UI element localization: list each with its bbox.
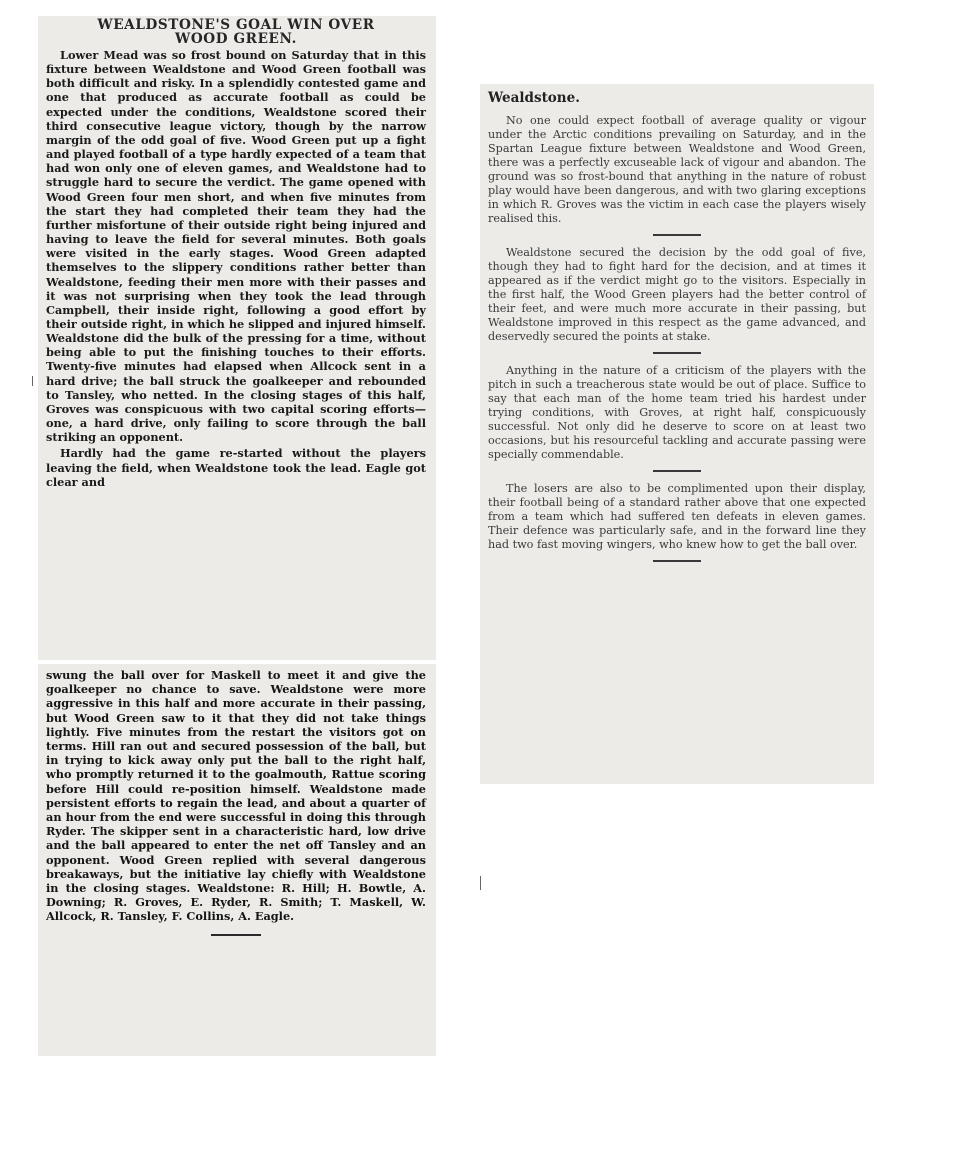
headline-line-2: WOOD GREEN. — [175, 31, 297, 47]
article-body-part-1: Lower Mead was so frost bound on Saturday that in this fixture between Wealdstone and Wood Green football was both difficult and risky. In a splendidly contested game and one that produced as accurate football as could be expected under the conditions, Wealdstone scored their third consecutive league victory, though by the narrow margin of the odd goal of five. Wood Green put up a fight and played football of a type hardly expected of a team that had won only one of eleven games, and Wealdstone had to struggle hard to secure the verdict. The game opened with Wood Green four men short, and when five minutes from the start they had completed their team they had the further misfortune of their outside right being injured and having to leave the field for several minutes. Both goals were visited in the early stages. Wood Green adapted themselves to the slippery conditions rather better than Wealdstone, feeding their men more with their passes and it was not surprising when they took the lead through Campbell, their inside right, following a good effort by their outside right, in which he slipped and injured himself. Wealdstone did the bulk of the pressing for a time, without being able to put the finishing touches to their efforts. Twenty-five minutes had elapsed when Allcock sent in a hard drive; the ball struck the goalkeeper and rebounded to Tansley, who netted. In the closing stages of this half, Groves was conspicuous with two capital scoring efforts—one, a hard drive, only failing to score through the ball striking an opponent. — [46, 48, 426, 445]
article-body-part-3: swung the ball over for Maskell to meet it and give the goalkeeper no chance to save. Wealdstone were more aggressive in this half and more accurate in their passing, but Wood Green saw to it that they did not take things lightly. Five minutes from the restart the visitors got on terms. Hill ran out and secured possession of the ball, but in trying to kick away only put the ball to the right half, who promptly returned it to the goalmouth, Rattue scoring before Hill could re-position himself. Wealdstone made persistent efforts to regain the lead, and about a quarter of an hour from the end were successful in doing this through Ryder. The skipper sent in a characteristic hard, low drive and the ball appeared to enter the net off Tansley and an opponent. Wood Green replied with several dangerous breakaways, but the initiative lay chiefly with Wealdstone in the closing stages. Wealdstone: R. Hill; H. Bowtle, A. Downing; R. Groves, E. Ryder, R. Smith; T. Maskell, W. Allcock, R. Tansley, F. Collins, A. Eagle. — [46, 668, 426, 924]
article-clipping-bottom — [38, 664, 436, 1056]
report-paragraph-2: Wealdstone secured the decision by the odd goal of five, though they had to fight hard for the decision, and at times it appeared as if the verdict might go to the visitors. Especially in the first half, the Wood Green players had the better control of their feet, and were much more accurate in their passing, but Wealdstone improved in this respect as the game advanced, and deservedly secured the points at stake. — [488, 246, 866, 343]
headline — [46, 18, 426, 46]
column-title: Wealdstone. — [488, 90, 580, 106]
headline-line-1: WEALDSTONE'S GOAL WIN OVER — [97, 17, 375, 33]
end-rule — [211, 934, 261, 936]
article-body-part-2: Hardly had the game re-started without the players leaving the field, when Wealdstone took the lead. Eagle got clear and — [46, 446, 426, 489]
report-body — [488, 114, 866, 562]
scan-mark — [480, 876, 481, 890]
report-paragraph-1: No one could expect football of average quality or vigour under the Arctic conditions prevailing on Saturday, and in the Spartan League fixture between Wealdstone and Wood Green, there was a perfectly excuseable lack of vigour and abandon. The ground was so frost-bound that anything in the nature of robust play would have been dangerous, and with two glaring exceptions in which R. Groves was the victim in each case the players wisely realised this. — [488, 114, 866, 225]
divider-rule — [653, 234, 701, 236]
article-clipping-top — [38, 16, 436, 660]
scan-mark — [32, 376, 33, 386]
report-paragraph-3: Anything in the nature of a criticism of the players with the pitch in such a treacherous state would be out of place. Suffice to say that each man of the home team tried his hardest under trying conditions, with Groves, at right half, conspicuously successful. Not only did he deserve to score on at least two occasions, but his resourceful tackling and accurate passing were specially commendable. — [488, 364, 866, 461]
divider-rule — [653, 470, 701, 472]
article-clipping-right — [480, 84, 874, 784]
divider-rule — [653, 352, 701, 354]
end-rule — [653, 560, 701, 562]
report-paragraph-4: The losers are also to be complimented upon their display, their football being of a standard rather above that one expected from a team which had suffered ten defeats in eleven games. Their defence was particularly safe, and in the forward line they had two fast moving wingers, who knew how to get the ball over. — [488, 482, 866, 551]
